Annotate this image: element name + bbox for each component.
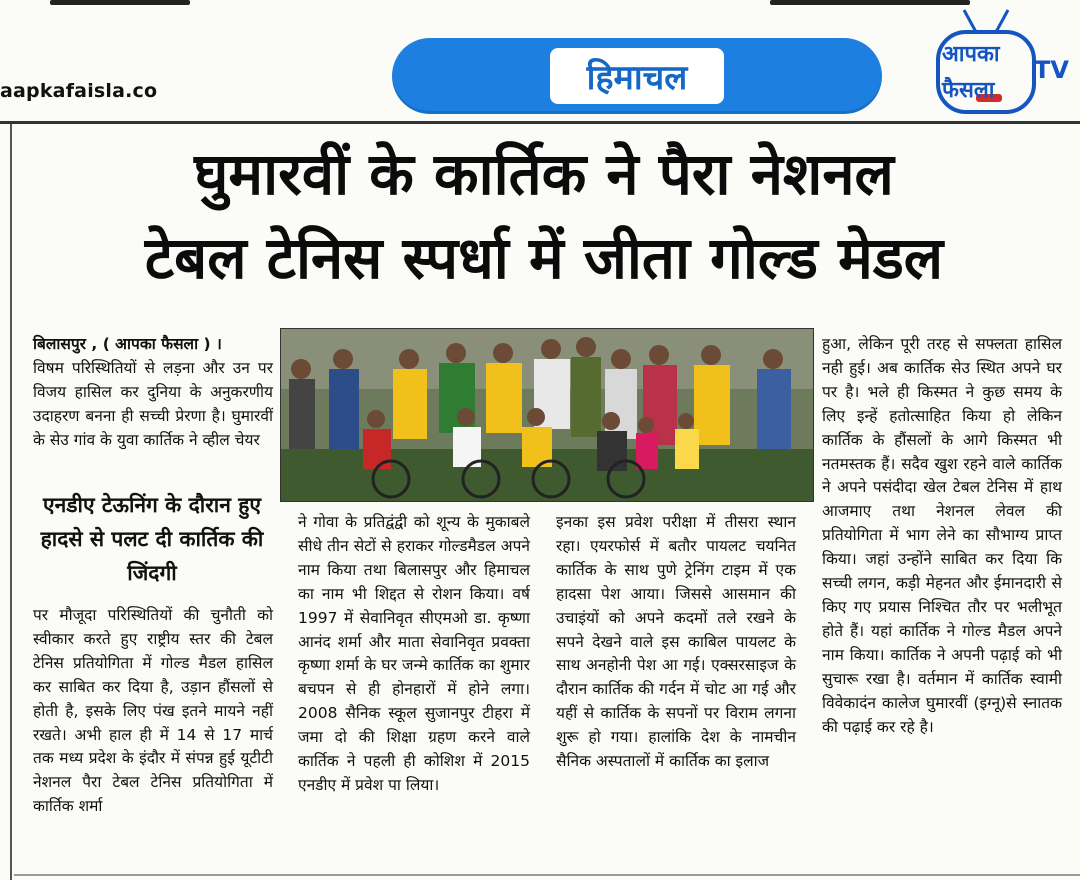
- bottom-rule: [14, 874, 1080, 876]
- logo-line-1: आपका: [942, 42, 1000, 67]
- dateline: बिलासपुर , ( आपका फैसला ) ।: [33, 335, 222, 353]
- headline: [14, 132, 1074, 300]
- header-rule: [0, 121, 1080, 124]
- article-column-4: [822, 333, 1062, 739]
- top-edge-strip: [0, 0, 1080, 10]
- logo-line-2: फैसला: [942, 78, 995, 103]
- section-tab: हिमाचल: [550, 48, 724, 104]
- col1-top-text: विषम परिस्थितियों से लड़ना और उन पर विजय हासिल कर दुनिया के अनुकरणीय उदाहरण बनना ही सच्ची प्रेरणा है। घुमारवीं के सेउ गांव के युवा कार्तिक ने व्हील चेयर: [33, 358, 273, 449]
- article-column-2: [298, 511, 530, 798]
- article-column-1-bottom: [33, 604, 273, 819]
- col1-bottom-text: पर मौजूदा परिस्थितियों की चुनौती को स्वीकार करते हुए राष्ट्रीय स्तर की टेबल टेनिस प्रतियोगिता में गोल्ड मैडल हासिल कर साबित कर दिया है, उड़ान हौंसलों से होती है, इसके लिए पंख इतने मायने नहीं रखते। अभी हाल ही में 14 से 17 मार्च तक मध्य प्रदेश के इंदौर में संपन्न हुई यूटीटी नेशनल पैरा टेबल टेनिस प्रतियोगिता में कार्तिक शर्मा: [33, 606, 273, 816]
- col4-text: हुआ, लेकिन पूरी तरह से सफ्लता हासिल नही हुई। अब कार्तिक सेउ स्थित अपने घर पर है। भले ही किस्मत ने कुछ समय के लिए इन्हें हतोत्साहित किया हो लेकिन कार्तिक के हौंसलों के आगे किस्मत भी नतमस्तक हैं। सदैव खुश रहने वाले कार्तिक ने अपने पसंदीदा खेल टेबल टेनिस में हाथ आजमाए तथा नेशनल लेवल की प्रतियोगिता में भाग लेने का सौभाग्य प्राप्त किया। जहां उन्होंने साबित कर दिया कि सच्ची लगन, कड़ी मेहनत और ईमानदारी से किए गए प्रयास निश्चित तौर पर भलीभूत होते हैं। यहां कार्तिक ने गोल्ड मैडल अपने नाम किया। कार्तिक ने अपनी पढ़ाई को भी सुचारू रखा है। वर्तमान में कार्तिक स्वामी विवेकादंन कालेज घुमारवीं (इग्नू)से स्नातक की पढ़ाई कर रहे है।: [822, 335, 1062, 736]
- headline-line-2: टेबल टेनिस स्पर्धा में जीता गोल्ड मेडल: [144, 224, 944, 292]
- article-column-3: [556, 511, 796, 774]
- col2-text: ने गोवा के प्रतिद्वंद्वी को शून्य के मुकाबले सीधे तीन सेटों से हराकर गोल्डमैडल अपने नाम किया तथा बिलासपुर और हिमाचल का नाम भी शिद्दत से रोशन किया। वर्ष 1997 में सेवानिवृत सीएमओ डा. कृष्णा आनंद शर्मा और माता सेवानिवृत प्रवक्ता कृष्णा शर्मा के घर जन्मे कार्तिक का शुमार बचपन से ही होनहारों में होने लगा। 2008 सैनिक स्कूल सुजानपुर टीहरा में जमा दो की शिक्षा ग्रहण करने वाले कार्तिक ने पहली ही कोशिश में 2015 एनडीए में प्रवेश पा लिया।: [298, 513, 530, 794]
- col3-text: इनका इस प्रवेश परीक्षा में तीसरा स्थान रहा। एयरफोर्स में बतौर पायलट चयनित कार्तिक के साथ पुणे ट्रेनिंग टाइम में एक हादसा पेश आया। जिससे आसमान की उचाइंयों को अपने कदमों तले रखने के सपने देखने वाले इस काबिल पायलट के साथ अनहोनी पेश आ गई। एक्सरसाइज के दौरान कार्तिक की गर्दन में चोट आ गई और यहीं से कार्तिक के सपनों पर विराम लगना शुरू हो गया। हालांकि देश के नामचीन सैनिक अस्पतालों में कार्तिक का इलाज: [556, 513, 796, 771]
- channel-logo: [936, 6, 1076, 118]
- subheading: एनडीए टेऊनिंग के दौरान हुए हादसे से पलट दी कार्तिक की जिंदगी: [40, 493, 264, 585]
- headline-line-1: घुमारवीं के कार्तिक ने पैरा नेशनल: [194, 140, 894, 208]
- section-banner: [392, 38, 882, 114]
- site-url: aapkafaisla.co: [0, 80, 158, 102]
- news-photo: [280, 328, 814, 502]
- logo-tv: TV: [1034, 56, 1069, 84]
- left-column-rule: [10, 124, 12, 880]
- article-column-1-top: [33, 333, 273, 453]
